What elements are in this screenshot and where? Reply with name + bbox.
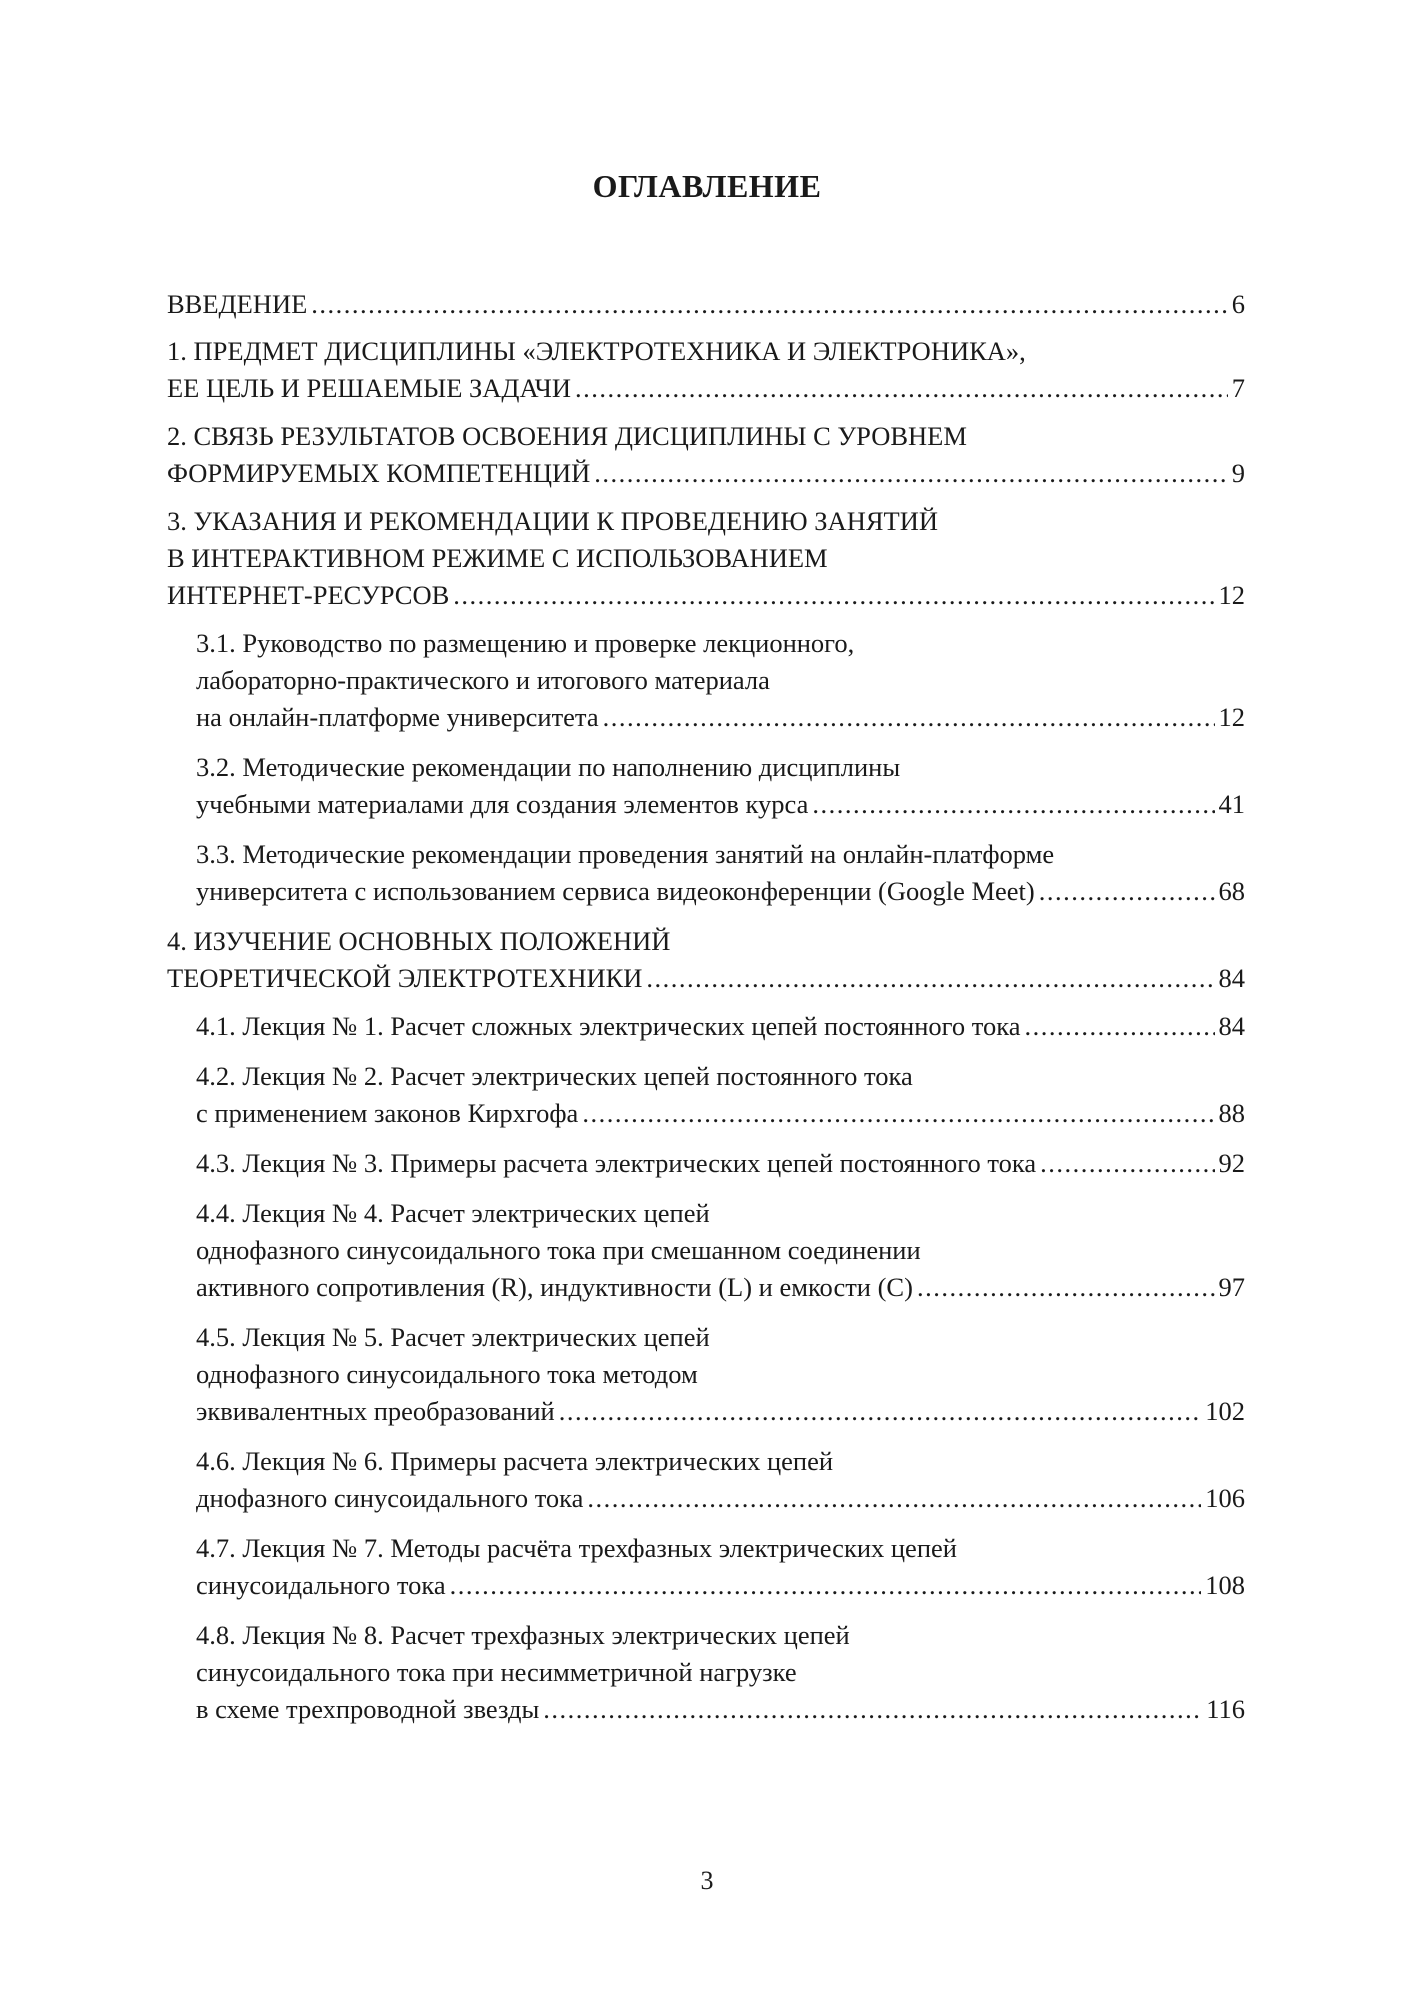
toc-entry-last-line	[167, 286, 1245, 323]
toc-entry-text: синусоидального тока при несимметричной нагрузке	[196, 1657, 797, 1687]
toc-entry-text: ВВЕДЕНИЕ	[167, 289, 308, 319]
toc-entry-text: ТЕОРЕТИЧЕСКОЙ ЭЛЕКТРОТЕХНИКИ	[167, 963, 643, 993]
toc-page-number: 116	[1206, 1694, 1245, 1724]
toc-page-number: 84	[1218, 963, 1245, 993]
toc-page-number: 12	[1218, 702, 1245, 732]
toc-entry-text: в схеме трехпроводной звезды	[196, 1694, 540, 1724]
dot-leader	[1024, 1008, 1214, 1045]
toc-entry-text: синусоидального тока	[196, 1570, 446, 1600]
toc-entry-text: лабораторно-практического и итогового материала	[196, 665, 770, 695]
toc-page-number: 6	[1231, 289, 1245, 319]
toc-entry-text: 4.6. Лекция № 6. Примеры расчета электрических цепей	[196, 1446, 834, 1476]
toc-entry[interactable]	[167, 286, 1245, 323]
toc-entry-last-line	[167, 577, 1245, 614]
toc-entry-text: 3.2. Методические рекомендации по наполнению дисциплины	[196, 752, 901, 782]
toc-entry[interactable]	[167, 1319, 1245, 1430]
toc-entry-last-line	[196, 1145, 1245, 1182]
toc-entry-last-line	[196, 1095, 1245, 1132]
toc-page-number: 88	[1218, 1098, 1245, 1128]
dot-leader	[587, 1480, 1201, 1517]
toc-entry-text: 2. СВЯЗЬ РЕЗУЛЬТАТОВ ОСВОЕНИЯ ДИСЦИПЛИНЫ С УРОВНЕМ	[167, 421, 967, 451]
toc-entry-text: 3. УКАЗАНИЯ И РЕКОМЕНДАЦИИ К ПРОВЕДЕНИЮ ЗАНЯТИЙ	[167, 506, 938, 536]
dot-leader	[559, 1393, 1202, 1430]
toc-entry[interactable]	[167, 1008, 1245, 1045]
dot-leader	[812, 786, 1214, 823]
dot-leader	[646, 960, 1214, 997]
toc-entry-last-line	[196, 1269, 1245, 1306]
toc-entry[interactable]	[167, 836, 1245, 910]
toc-entry-text: 4.4. Лекция № 4. Расчет электрических цепей	[196, 1198, 710, 1228]
toc-entry-text: однофазного синусоидального тока при смешанном соединении	[196, 1235, 921, 1265]
dot-leader	[575, 370, 1228, 407]
dot-leader	[582, 1095, 1214, 1132]
toc-page-number: 68	[1218, 876, 1245, 906]
toc-entry-text: однофазного синусоидального тока методом	[196, 1359, 698, 1389]
toc-entry-last-line	[196, 1393, 1245, 1430]
toc-entry-last-line	[196, 699, 1245, 736]
toc-entry-text: В ИНТЕРАКТИВНОМ РЕЖИМЕ С ИСПОЛЬЗОВАНИЕМ	[167, 543, 828, 573]
dot-leader	[594, 455, 1227, 492]
toc-entry-text: 1. ПРЕДМЕТ ДИСЦИПЛИНЫ «ЭЛЕКТРОТЕХНИКА И ЭЛЕКТРОНИКА»,	[167, 336, 1026, 366]
dot-leader	[1040, 1145, 1214, 1182]
table-of-contents	[167, 286, 1245, 1741]
dot-leader	[453, 577, 1214, 614]
page-title: ОГЛАВЛЕНИЕ	[592, 168, 822, 204]
toc-entry-last-line	[167, 960, 1245, 997]
toc-entry-last-line	[196, 1691, 1245, 1728]
toc-entry-text: с применением законов Кирхгофа	[196, 1098, 579, 1128]
toc-entry[interactable]	[167, 625, 1245, 736]
toc-entry-text: эквивалентных преобразований	[196, 1396, 555, 1426]
toc-entry-text: 4.1. Лекция № 1. Расчет сложных электрических цепей постоянного тока	[196, 1011, 1021, 1041]
toc-entry-text: ЕЕ ЦЕЛЬ И РЕШАЕМЫЕ ЗАДАЧИ	[167, 373, 571, 403]
toc-entry-text: 4.7. Лекция № 7. Методы расчёта трехфазных электрических цепей	[196, 1533, 957, 1563]
toc-entry[interactable]	[167, 1195, 1245, 1306]
toc-entry-last-line	[196, 1480, 1245, 1517]
toc-entry-last-line	[196, 786, 1245, 823]
page-number: 3	[700, 1866, 714, 1895]
toc-entry[interactable]	[167, 1617, 1245, 1728]
toc-page-number: 92	[1218, 1148, 1245, 1178]
toc-entry[interactable]	[167, 923, 1245, 997]
dot-leader	[1039, 873, 1215, 910]
toc-entry-last-line	[167, 455, 1245, 492]
toc-page-number: 84	[1218, 1011, 1245, 1041]
toc-page-number: 106	[1205, 1483, 1245, 1513]
toc-entry-last-line	[196, 873, 1245, 910]
dot-leader	[603, 699, 1215, 736]
toc-entry-text: на онлайн-платформе университета	[196, 702, 599, 732]
toc-entry-last-line	[196, 1567, 1245, 1604]
toc-entry-text: учебными материалами для создания элементов курса	[196, 789, 809, 819]
toc-entry[interactable]	[167, 1145, 1245, 1182]
toc-entry-text: 3.3. Методические рекомендации проведения занятий на онлайн-платформе	[196, 839, 1055, 869]
toc-entry[interactable]	[167, 1530, 1245, 1604]
toc-page-number: 108	[1205, 1570, 1245, 1600]
dot-leader	[543, 1691, 1202, 1728]
dot-leader	[917, 1269, 1215, 1306]
toc-entry-text: ИНТЕРНЕТ-РЕСУРСОВ	[167, 580, 450, 610]
toc-page-number: 7	[1231, 373, 1245, 403]
toc-entry-last-line	[167, 370, 1245, 407]
toc-entry-text: 4.8. Лекция № 8. Расчет трехфазных электрических цепей	[196, 1620, 850, 1650]
toc-entry[interactable]	[167, 1058, 1245, 1132]
toc-entry-text: 3.1. Руководство по размещению и проверке лекционного,	[196, 628, 855, 658]
dot-leader	[450, 1567, 1202, 1604]
toc-page-number: 102	[1205, 1396, 1245, 1426]
toc-entry-text: ФОРМИРУЕМЫХ КОМПЕТЕНЦИЙ	[167, 458, 591, 488]
toc-entry-text: активного сопротивления (R), индуктивности (L) и емкости (C)	[196, 1272, 913, 1302]
toc-entry-text: 4.2. Лекция № 2. Расчет электрических цепей постоянного тока	[196, 1061, 913, 1091]
toc-entry[interactable]	[167, 333, 1245, 407]
toc-page-number: 12	[1218, 580, 1245, 610]
toc-entry[interactable]	[167, 418, 1245, 492]
toc-page-number: 41	[1218, 789, 1245, 819]
toc-entry-text: 4.3. Лекция № 3. Примеры расчета электрических цепей постоянного тока	[196, 1148, 1037, 1178]
toc-entry-last-line	[196, 1008, 1245, 1045]
toc-page-number: 9	[1231, 458, 1245, 488]
toc-entry[interactable]	[167, 1443, 1245, 1517]
toc-entry-text: 4.5. Лекция № 5. Расчет электрических цепей	[196, 1322, 710, 1352]
toc-entry-text: днофазного синусоидального тока	[196, 1483, 584, 1513]
toc-entry-text: университета с использованием сервиса видеоконференции (Google Meet)	[196, 876, 1035, 906]
dot-leader	[311, 286, 1227, 323]
toc-page-number: 97	[1218, 1272, 1245, 1302]
toc-entry-text: 4. ИЗУЧЕНИЕ ОСНОВНЫХ ПОЛОЖЕНИЙ	[167, 926, 671, 956]
toc-entry[interactable]	[167, 749, 1245, 823]
toc-entry[interactable]	[167, 503, 1245, 614]
